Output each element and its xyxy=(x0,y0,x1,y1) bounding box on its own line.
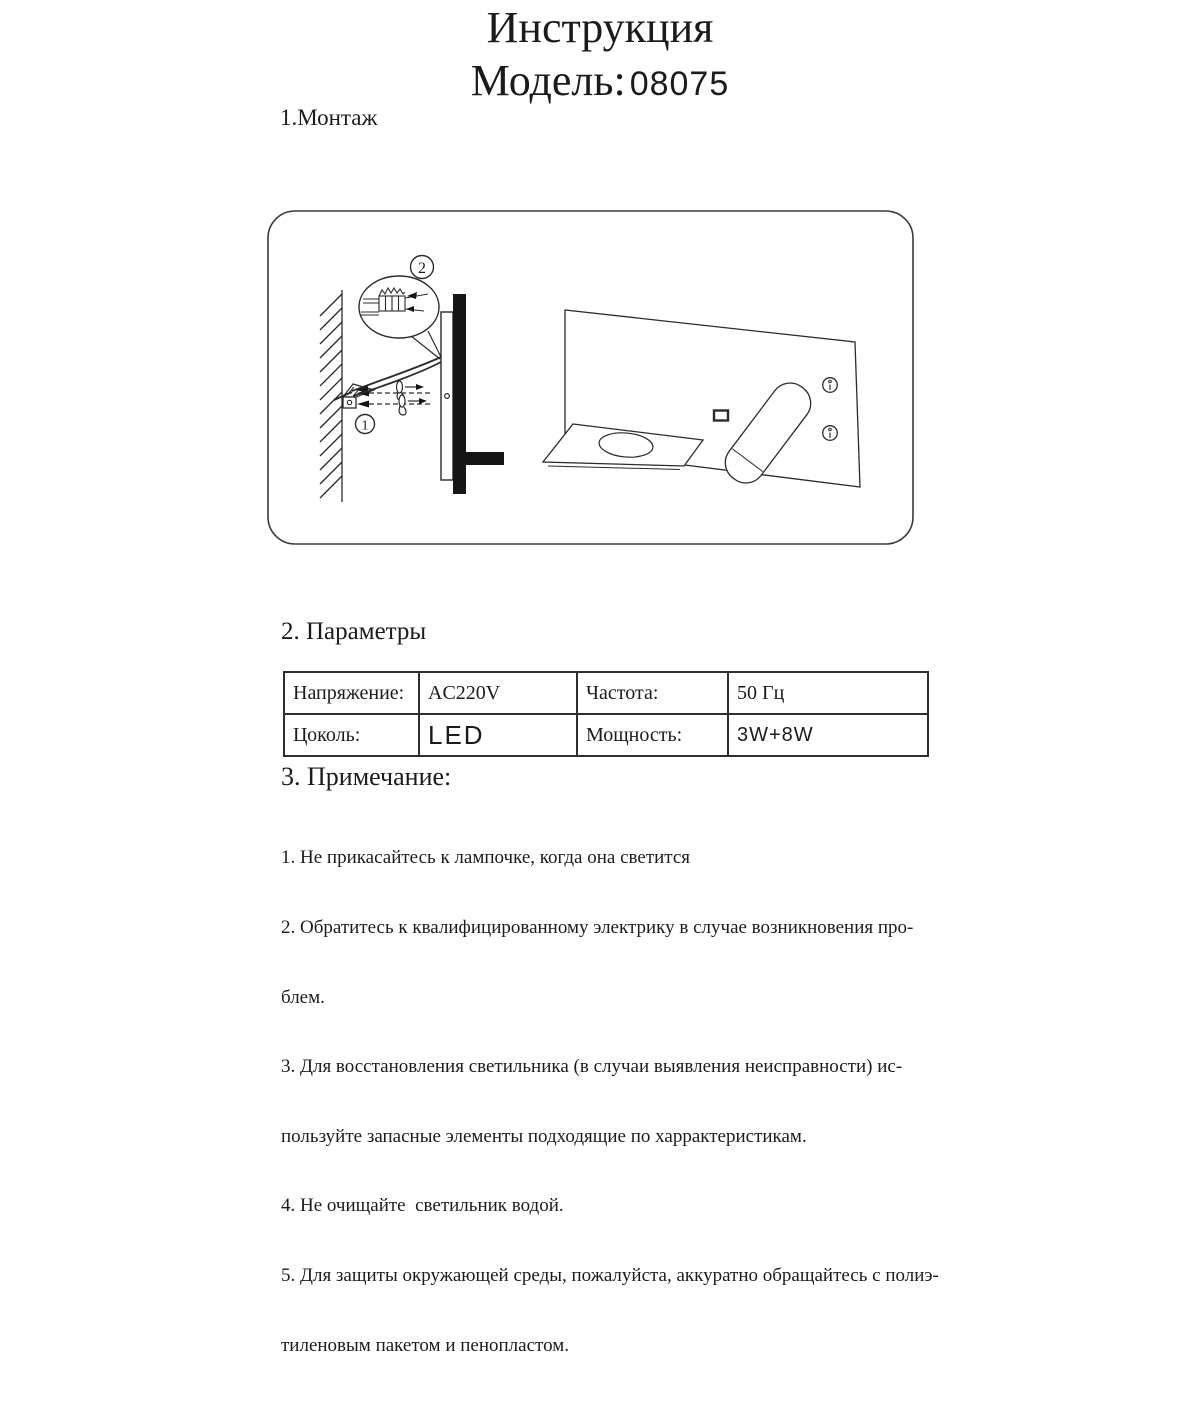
note-line: блем. xyxy=(281,986,325,1008)
note-line: 2. Обратитесь к квалифицированному электрику в случае возникновения про- xyxy=(281,917,914,939)
param-label-frequency: Частота: xyxy=(577,672,728,714)
table-row xyxy=(284,714,928,756)
switch-button-top xyxy=(823,378,838,393)
note-line: 3. Для восстановления светильника (в случаи выявления неисправности) ис- xyxy=(281,1056,903,1078)
model-number: 08075 xyxy=(629,65,730,103)
callout-1-badge xyxy=(356,415,375,434)
callout-1-label: 1 xyxy=(361,418,369,434)
note-line: 1. Не прикасайтесь к лампочке, когда она светится xyxy=(281,847,691,869)
lamp-front-view xyxy=(543,310,860,491)
parameters-table xyxy=(283,671,929,757)
usb-port xyxy=(714,411,728,421)
note-line: 5. Для защиты окружающей среды, пожалуйста, аккуратно обращайтесь с полиэ- xyxy=(281,1265,939,1287)
note-line: пользуйте запасные элементы подходящие по харрактеристикам. xyxy=(281,1125,807,1147)
section-heading-notes: 3. Примечание: xyxy=(281,762,452,791)
param-value-frequency: 50 Гц xyxy=(728,672,928,714)
model-line xyxy=(0,56,1200,109)
param-value-power: 3W+8W xyxy=(728,714,928,756)
notes-list xyxy=(281,800,981,1403)
param-label-voltage: Напряжение: xyxy=(284,672,419,714)
page-title: Инструкция xyxy=(486,3,714,52)
mounting-diagram xyxy=(260,205,920,550)
param-label-socket: Цоколь: xyxy=(284,714,419,756)
callout-2-badge xyxy=(411,256,434,279)
table-row xyxy=(284,672,928,714)
section-heading-mounting: 1.Монтаж xyxy=(280,105,378,130)
param-value-socket: LED xyxy=(419,714,577,756)
header xyxy=(0,2,1200,109)
model-label: Модель: xyxy=(470,56,626,105)
switch-button-bottom xyxy=(823,426,838,441)
note-line: тиленовым пакетом и пенопластом. xyxy=(281,1334,569,1356)
param-value-voltage: AC220V xyxy=(419,672,577,714)
section-heading-parameters: 2. Параметры xyxy=(281,618,427,645)
param-label-power: Мощность: xyxy=(577,714,728,756)
callout-2-label: 2 xyxy=(418,260,426,277)
note-line: 4. Не очищайте светильник водой. xyxy=(281,1195,564,1217)
